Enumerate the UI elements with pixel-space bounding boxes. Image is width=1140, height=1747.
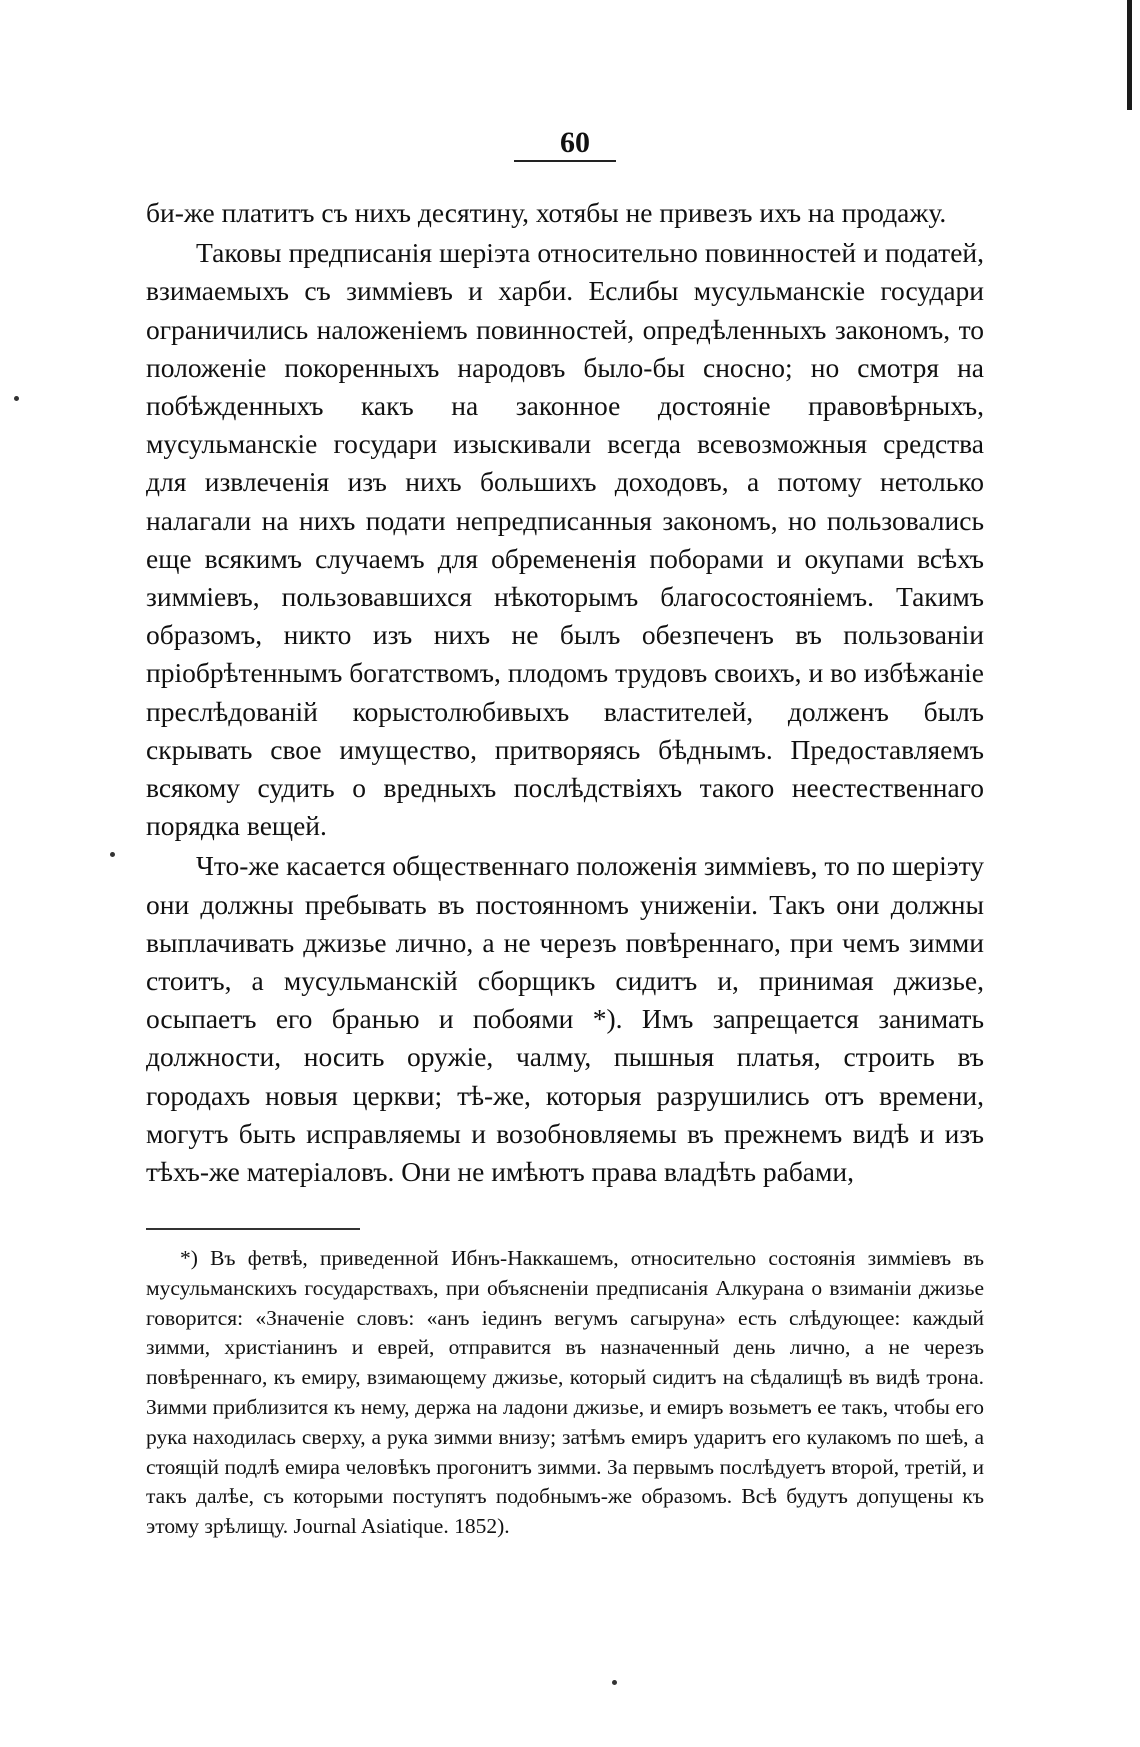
page-number: 60 [560,126,590,159]
page-number-rule [514,160,616,162]
paragraph-taxes: Таковы предписанія шеріэта относительно повинностей и податей, взимаемыхъ съ зиммiевъ и харби. Еслибы мусульманскіе государи ограничились наложеніемъ повинностей, опредѣленныхъ закономъ, то положеніе покоренныхъ народовъ было-бы сносно; но смотря на побѣжденныхъ какъ на законное достояніе правовѣрныхъ, мусульманскіе государи изыскивали всегда всевозможныя средства для извлеченія изъ нихъ большихъ доходовъ, а потому нетолько налагали на нихъ подати непредписанныя закономъ, но пользовались еще всякимъ случаемъ для обремененія поборами и окупами всѣхъ зиммiевъ, пользовавшихся нѣкоторымъ благосостояніемъ. Такимъ образомъ, никто изъ нихъ не былъ обезпеченъ въ пользованіи пріобрѣтеннымъ богатствомъ, плодомъ трудовъ своихъ, и во избѣжаніе преслѣдованій корыстолюбивыхъ властителей, долженъ былъ скрывать свое имущество, притворяясь бѣднымъ. Предоставляемъ всякому судить о вредныхъ послѣдствіяхъ такого неестественнаго порядка вещей. [146,237,984,842]
scan-speck [14,396,19,401]
footnote-rule [146,1228,360,1230]
paragraph-continuation: би-же платитъ съ нихъ десятину, хотябы не привезъ ихъ на продажу. [146,197,947,228]
scan-speck [110,852,115,857]
paragraph-social-status: Что-же касается общественнаго положенія зиммiевъ, то по шеріэту они должны пребывать въ постоянномъ униженіи. Такъ они должны выплачивать джизье лично, а не черезъ повѣреннаго, при чемъ зимми стоитъ, а мусульманскій сборщикъ сидитъ и, принимая джизье, осыпаетъ его бранью и побоями *). Имъ запрещается занимать должности, носить оружіе, чалму, пышныя платья, строить въ городахъ новыя церкви; тѣ-же, которыя разрушились отъ времени, могутъ быть исправляемы и возобновляемы въ прежнемъ видѣ и изъ тѣхъ-же матеріаловъ. Они не имѣютъ права владѣть рабами, [146,850,984,1188]
footnote: *) Въ фетвѣ, приведенной Ибнъ-Наккашемъ, относительно состоянія зиммiевъ въ мусульманскихъ государствахъ, при объясненіи предписанія Алкурана о взиманіи джизье говорится: «Значеніе словъ: «анъ іединъ вегумъ сагыруна» есть слѣдующее: каждый зимми, христіанинъ и еврей, отправится въ назначенный день лично, а не черезъ повѣреннаго, къ емиру, взимающему джизье, который сидитъ на сѣдалищѣ въ видѣ трона. Зимми приблизится къ нему, держа на ладони джизье, и емиръ возьметъ ее такъ, чтобы его рука находилась сверху, а рука зимми внизу; затѣмъ емиръ ударитъ его кулакомъ по шеѣ, а стоящій подлѣ емира человѣкъ прогонитъ зимми. За первымъ послѣдуетъ второй, третій, и такъ далѣе, съ которыми поступятъ подобнымъ-же образомъ. Всѣ будутъ допущены къ этому зрѣлищу. Journal Asiatique. 1852). [146,1246,984,1539]
scan-edge-line [1127,0,1132,110]
scan-speck [612,1680,617,1685]
main-text [146,194,984,1191]
